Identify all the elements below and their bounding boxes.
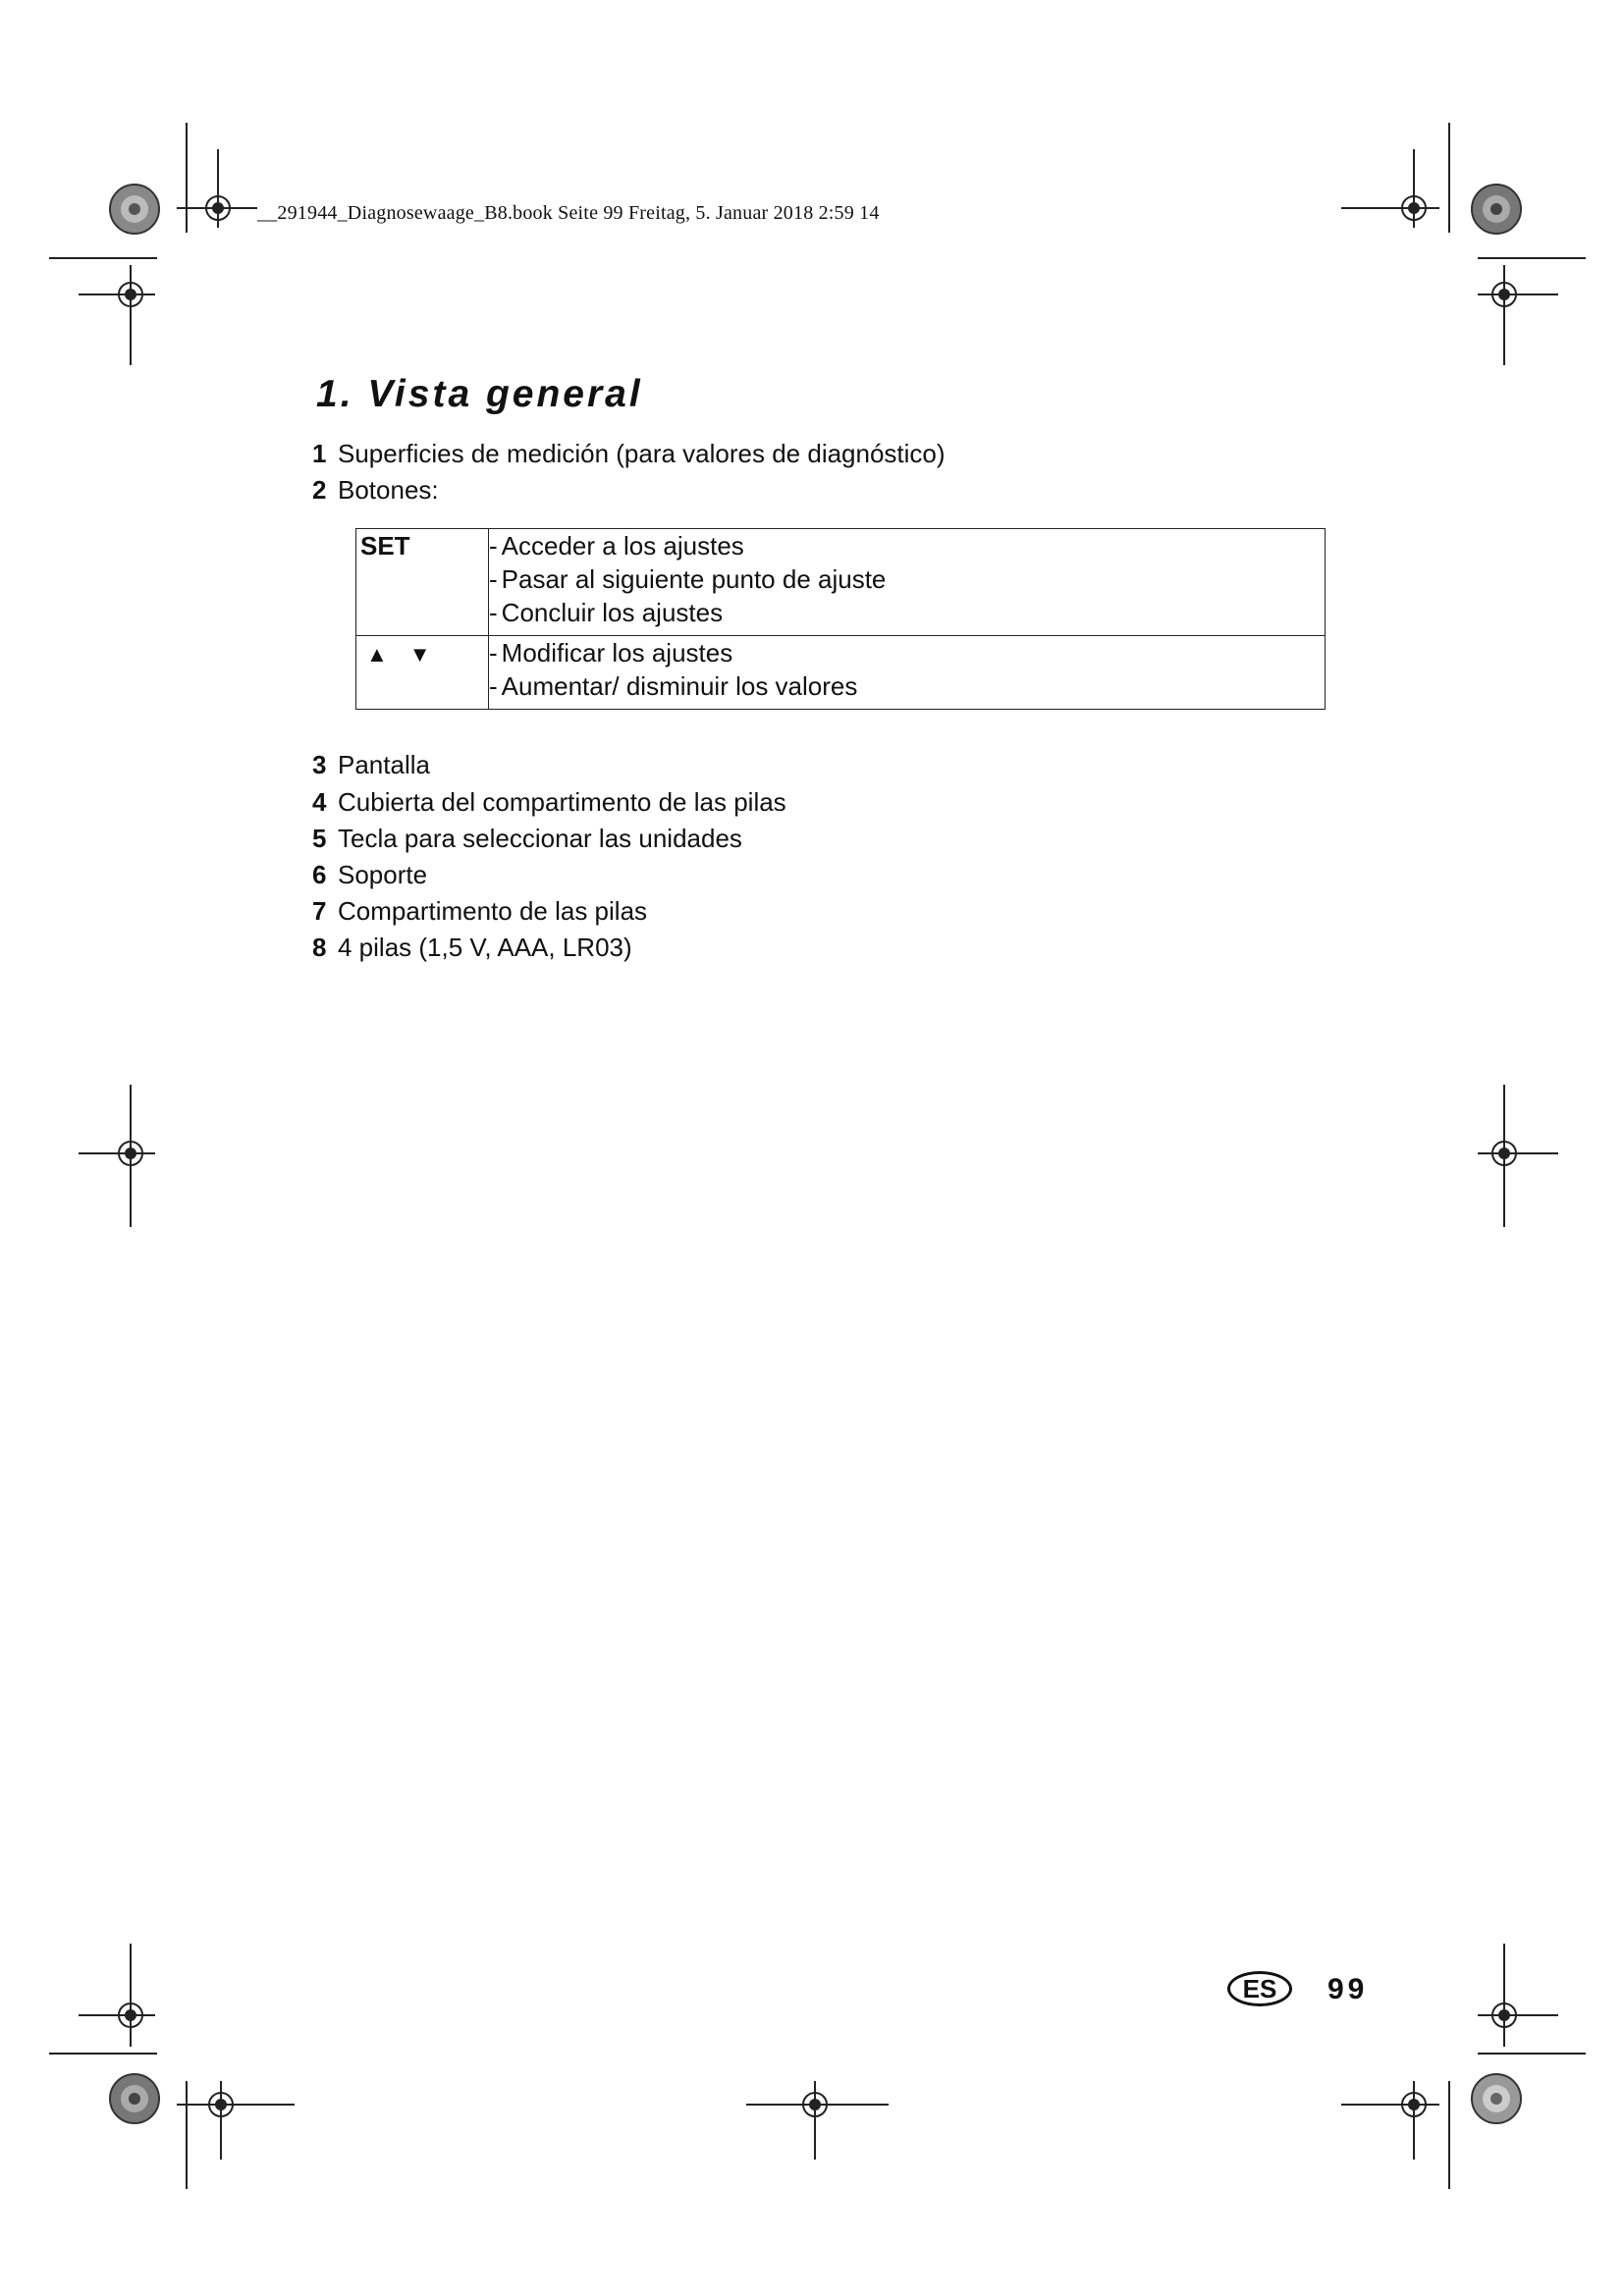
description-line: - Acceder a los ajustes [489, 531, 744, 561]
item-number: 3 [312, 750, 327, 779]
button-key-cell [356, 529, 489, 636]
item-number: 1 [312, 439, 327, 468]
list-item [312, 933, 632, 963]
page-number: 99 [1327, 1973, 1369, 2005]
calibration-disc-icon [1472, 2074, 1521, 2123]
table-row [356, 636, 1326, 710]
item-number: 6 [312, 860, 327, 889]
button-key-cell [356, 636, 489, 710]
language-badge: ES [1227, 1971, 1292, 2006]
list-item [312, 439, 946, 469]
item-label: Superficies de medición (para valores de diagnóstico) [338, 439, 946, 468]
item-number: 2 [312, 475, 327, 505]
calibration-disc-icon [1472, 185, 1521, 234]
list-item [312, 824, 742, 854]
list-item [312, 787, 786, 818]
registration-target-icon [79, 1085, 155, 1227]
item-label: Pantalla [338, 750, 430, 779]
arrow-down-icon: ▼ [408, 642, 431, 667]
list-item [312, 896, 647, 927]
item-number: 7 [312, 896, 327, 926]
item-label: Soporte [338, 860, 428, 889]
button-description-cell [489, 636, 1326, 710]
calibration-disc-icon [110, 2074, 159, 2123]
item-label: Cubierta del compartimento de las pilas [338, 787, 786, 817]
item-number: 4 [312, 787, 327, 817]
registration-target-icon [177, 149, 257, 228]
item-number: 5 [312, 824, 327, 853]
arrow-up-icon: ▲ [366, 642, 388, 667]
registration-target-icon [79, 265, 155, 365]
registration-target-icon [1341, 2081, 1439, 2160]
description-line: - Modificar los ajustes [489, 638, 733, 667]
registration-target-icon [79, 1944, 155, 2047]
set-key-label: SET [360, 531, 410, 561]
description-line: - Pasar al siguiente punto de ajuste [489, 564, 887, 594]
list-item [312, 860, 427, 890]
item-label: Botones: [338, 475, 439, 505]
print-header-file-info: __291944_Diagnosewaage_B8.book Seite 99 Freitag, 5. Januar 2018 2:59 14 [257, 202, 880, 224]
list-item [312, 750, 430, 780]
section-title: 1. Vista general [316, 373, 643, 415]
registration-target-icon [1341, 149, 1439, 228]
table-row [356, 529, 1326, 636]
item-label: Tecla para seleccionar las unidades [338, 824, 742, 853]
list-item [312, 475, 439, 506]
registration-target-icon [1478, 1085, 1558, 1227]
registration-target-icon [746, 2081, 889, 2160]
button-description-cell [489, 529, 1326, 636]
registration-target-icon [1478, 265, 1558, 365]
description-line: - Aumentar/ disminuir los valores [489, 671, 858, 701]
item-label: Compartimento de las pilas [338, 896, 648, 926]
description-line: - Concluir los ajustes [489, 598, 724, 627]
item-label: 4 pilas (1,5 V, AAA, LR03) [338, 933, 632, 962]
calibration-disc-icon [110, 185, 159, 234]
buttons-table [355, 528, 1326, 710]
item-number: 8 [312, 933, 327, 962]
registration-target-icon [1478, 1944, 1558, 2047]
registration-target-icon [177, 2081, 295, 2160]
